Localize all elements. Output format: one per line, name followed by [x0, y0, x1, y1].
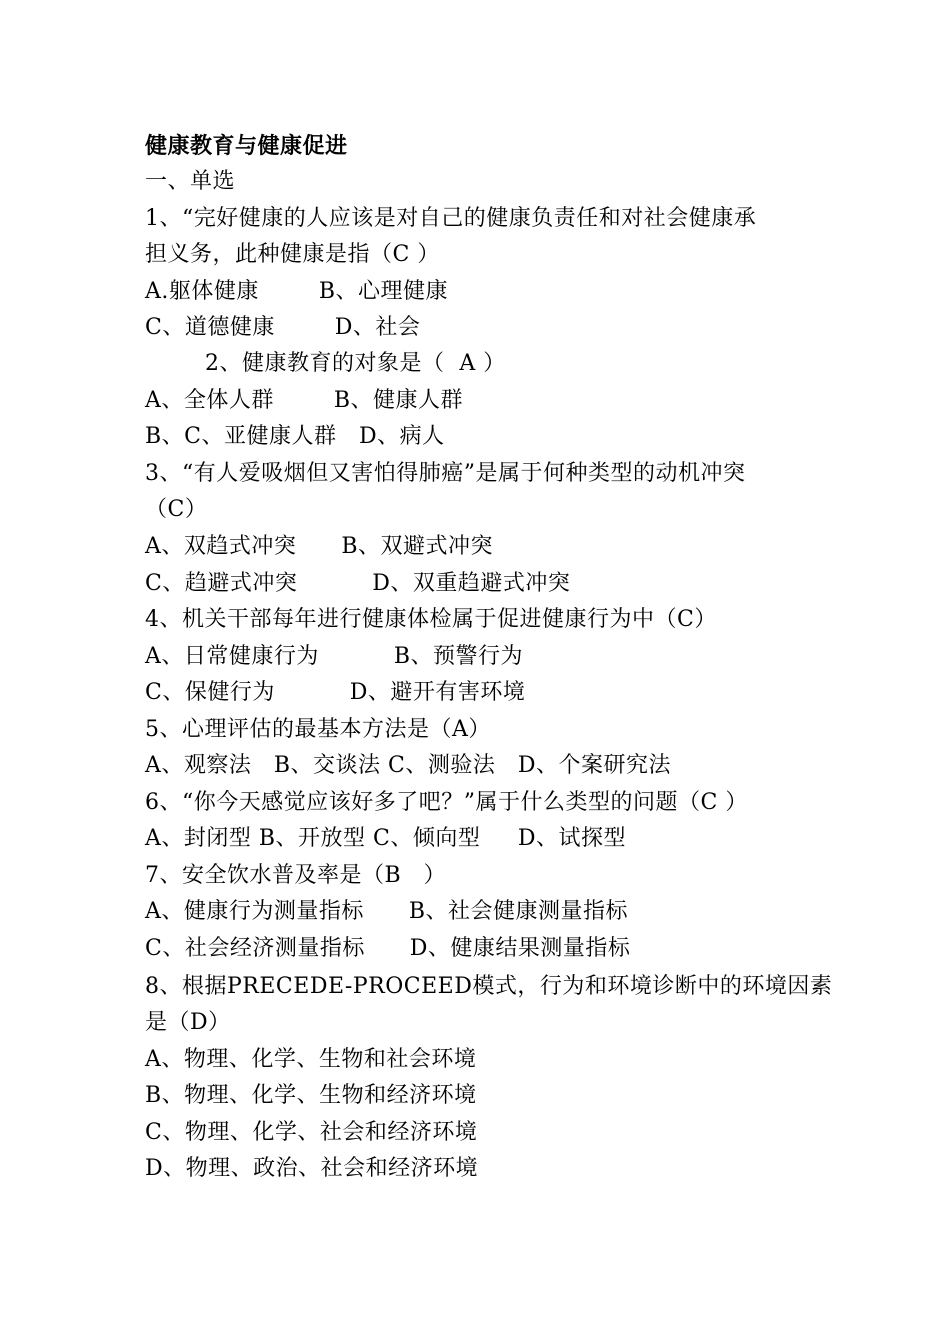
- document-title: 健康教育与健康促进: [145, 133, 348, 159]
- question-1-line-2: 担义务，此种健康是指（C ）: [145, 242, 440, 267]
- question-7-stem: 7、安全饮水普及率是（B ）: [145, 863, 447, 888]
- question-3-options-cd: C、趋避式冲突 D、双重趋避式冲突: [145, 571, 571, 596]
- question-2-options-cd: B、C、亚健康人群 D、病人: [145, 424, 445, 449]
- question-2-options-ab: A、全体人群 B、健康人群: [145, 388, 464, 413]
- question-8-option-c: C、物理、化学、社会和经济环境: [145, 1120, 478, 1145]
- section-heading: 一、单选: [145, 169, 236, 194]
- question-8-line-1: 8、根据PRECEDE-PROCEED模式，行为和环境诊断中的环境因素: [145, 974, 833, 999]
- question-1-options-ab: A.躯体健康 B、心理健康: [145, 279, 448, 304]
- question-8-option-d: D、物理、政治、社会和经济环境: [145, 1156, 479, 1181]
- question-5-stem: 5、心理评估的最基本方法是（A）: [145, 717, 491, 742]
- question-1-line-1: 1、“完好健康的人应该是对自己的健康负责任和对社会健康承: [145, 206, 757, 231]
- question-8-option-b: B、物理、化学、生物和经济环境: [145, 1083, 477, 1108]
- question-1-options-cd: C、道德健康 D、社会: [145, 315, 421, 340]
- question-3-answer: （C）: [145, 497, 208, 522]
- question-3-options-ab: A、双趋式冲突 B、双避式冲突: [145, 534, 494, 559]
- question-5-options: A、观察法 B、交谈法 C、测验法 D、个案研究法: [145, 753, 671, 778]
- question-4-options-ab: A、日常健康行为 B、预警行为: [145, 644, 523, 669]
- question-2-stem: 2、健康教育的对象是（ A ）: [145, 351, 506, 376]
- question-6-options: A、封闭型 B、开放型 C、倾向型 D、试探型: [145, 826, 626, 851]
- question-6-stem: 6、“你今天感觉应该好多了吧？”属于什么类型的问题（C ）: [145, 790, 748, 815]
- question-7-options-ab: A、健康行为测量指标 B、社会健康测量指标: [145, 899, 629, 924]
- question-8-option-a: A、物理、化学、生物和社会环境: [145, 1047, 477, 1072]
- question-4-options-cd: C、保健行为 D、避开有害环境: [145, 680, 526, 705]
- question-8-line-2: 是（D）: [145, 1010, 231, 1035]
- question-4-stem: 4、机关干部每年进行健康体检属于促进健康行为中（C）: [145, 607, 717, 632]
- question-3-line-1: 3、“有人爱吸烟但又害怕得肺癌”是属于何种类型的动机冲突: [145, 461, 746, 486]
- question-7-options-cd: C、社会经济测量指标 D、健康结果测量指标: [145, 936, 631, 961]
